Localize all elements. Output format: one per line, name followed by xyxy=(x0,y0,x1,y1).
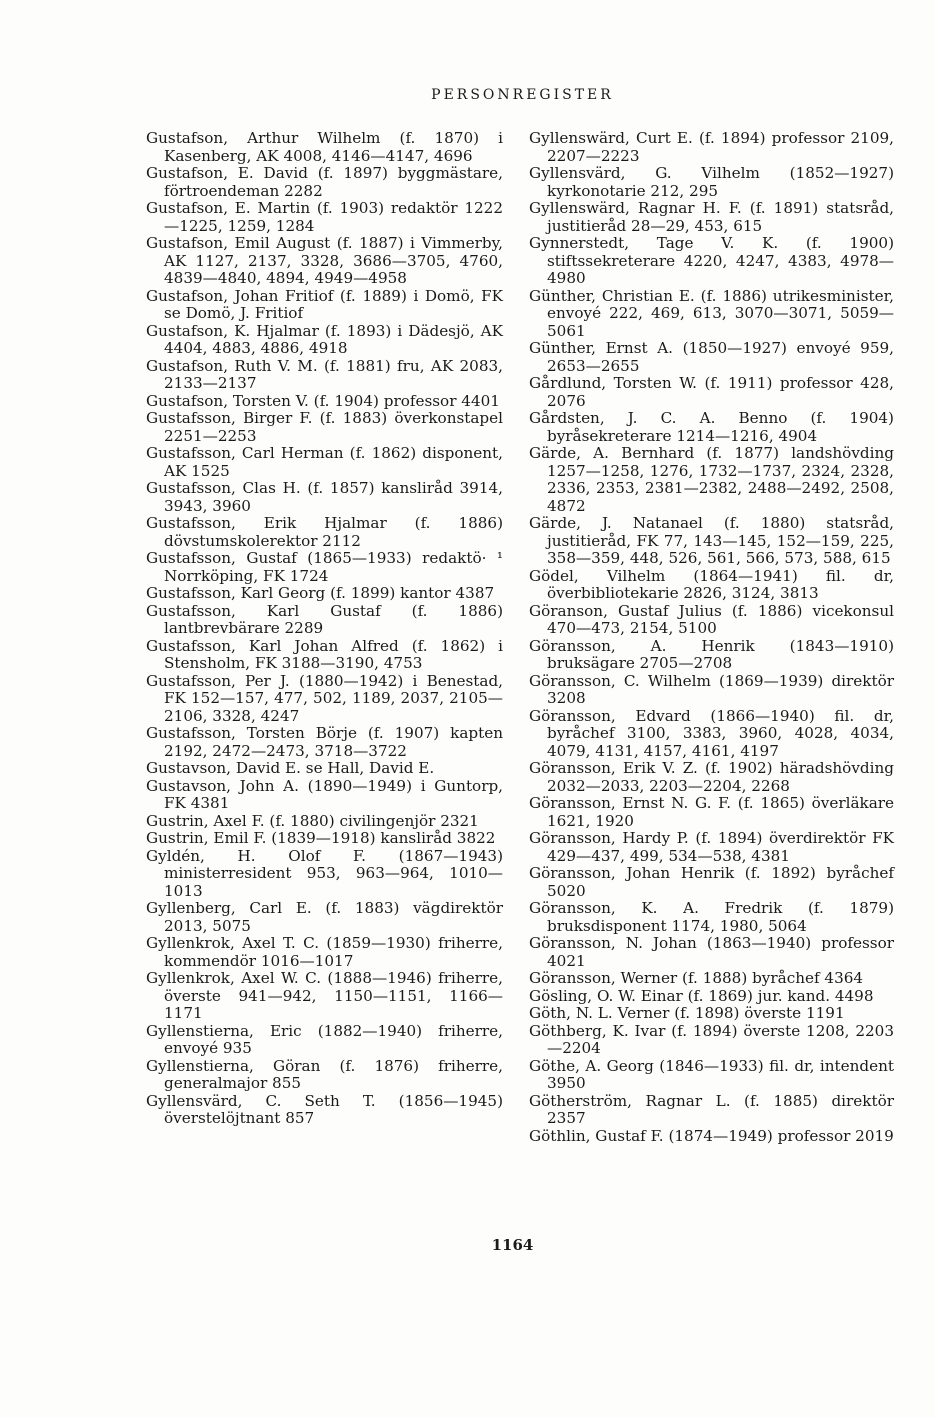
index-entry: Göransson, Johan Henrik (f. 1892) byråchef 5020 xyxy=(529,864,894,900)
index-entry: Gustafsson, Torsten Börje (f. 1907) kapten 2192, 2472—2473, 3718—3722 xyxy=(146,724,503,760)
index-entry: Göransson, Erik V. Z. (f. 1902) häradshövding 2032—2033, 2203—2204, 2268 xyxy=(529,759,894,795)
index-entry: Gyllenswärd, Ragnar H. F. (f. 1891) statsråd, justitieråd 28—29, 453, 615 xyxy=(529,199,894,235)
index-entry: Gustrin, Axel F. (f. 1880) civilingenjör 2321 xyxy=(146,811,479,830)
index-entry: Gustafsson, Per J. (1880—1942) i Benestad, FK 152—157, 477, 502, 1189, 2037, 2105—2106, 3328, 4247 xyxy=(146,671,503,725)
index-entry: Gyllenkrok, Axel W. C. (1888—1946) friherre, överste 941—942, 1150—1151, 1166—1171 xyxy=(146,969,503,1022)
index-entry: Gärde, A. Bernhard (f. 1877) landshövding 1257—1258, 1276, 1732—1737, 2324, 2328, 2336, 2353, 2381—2382, 2488—2492, 2508, 4872 xyxy=(529,444,894,515)
index-entry: Göransson, Werner (f. 1888) byråchef 4364 xyxy=(529,969,864,987)
index-entry: Gustafsson, Clas H. (f. 1857) kansliråd 3914, 3943, 3960 xyxy=(146,479,503,515)
index-entry: Gustavson, David E. se Hall, David E. xyxy=(146,759,435,777)
right-column xyxy=(529,130,894,1145)
index-entry: Göransson, K. A. Fredrik (f. 1879) bruksdisponent 1174, 1980, 5064 xyxy=(529,899,894,935)
index-entry: Göthe, A. Georg (1846—1933) fil. dr, intendent 3950 xyxy=(529,1056,894,1092)
index-entry: Günther, Ernst A. (1850—1927) envoyé 959, 2653—2655 xyxy=(529,339,894,375)
index-entry: Göranson, Gustaf Julius (f. 1886) vicekonsul 470—473, 2154, 5100 xyxy=(529,601,894,637)
index-entry: Gustafson, Arthur Wilhelm (f. 1870) i Kasenberg, AK 4008, 4146—4147, 4696 xyxy=(146,129,503,165)
index-entry: Gustafson, Ruth V. M. (f. 1881) fru, AK 2083, 2133—2137 xyxy=(146,356,503,392)
index-entry: Gustafson, Johan Fritiof (f. 1889) i Domö, FK se Domö, J. Fritiof xyxy=(146,286,503,322)
index-entry: Gödel, Vilhelm (1864—1941) fil. dr, överbibliotekarie 2826, 3124, 3813 xyxy=(529,566,894,602)
index-entry: Gustrin, Emil F. (1839—1918) kansliråd 3822 xyxy=(146,829,496,847)
index-entry: Gynnerstedt, Tage V. K. (f. 1900) stiftssekreterare 4220, 4247, 4383, 4978—4980 xyxy=(529,234,894,287)
index-entry: Göransson, Hardy P. (f. 1894) överdirektör FK 429—437, 499, 534—538, 4381 xyxy=(529,829,894,865)
index-entry: Gustavson, John A. (1890—1949) i Guntorp, FK 4381 xyxy=(146,776,503,812)
index-entry: Gårdsten, J. C. A. Benno (f. 1904) byråsekreterare 1214—1216, 4904 xyxy=(529,409,894,445)
index-entry: Gustafson, Emil August (f. 1887) i Vimmerby, AK 1127, 2137, 3328, 3686—3705, 4760, 4839—4840, 4894, 4949—4958 xyxy=(146,234,503,287)
index-entry: Gyldén, H. Olof F. (1867—1943) ministerresident 953, 963—964, 1010—1013 xyxy=(146,846,503,900)
page-number: 1164 xyxy=(491,1236,534,1254)
index-entry: Göransson, A. Henrik (1843—1910) bruksägare 2705—2708 xyxy=(529,636,894,672)
index-entry: Göth, N. L. Verner (f. 1898) överste 1191 xyxy=(529,1004,845,1022)
index-entry: Gärde, J. Natanael (f. 1880) statsråd, justitieråd, FK 77, 143—145, 152—159, 225, 358—359, 448, 526, 561, 566, 573, 588, 615 xyxy=(529,514,894,567)
index-entry: Gustafsson, Birger F. (f. 1883) överkonstapel 2251—2253 xyxy=(146,409,503,445)
running-header xyxy=(0,87,935,103)
index-entry: Göthlin, Gustaf F. (1874—1949) professor 2019 xyxy=(529,1126,894,1145)
index-entry: Göransson, Edvard (1866—1940) fil. dr, byråchef 3100, 3383, 3960, 4028, 4034, 4079, 4131, 4157, 4161, 4197 xyxy=(529,706,894,760)
index-entry: Gustafsson, Carl Herman (f. 1862) disponent, AK 1525 xyxy=(146,444,503,480)
index-entry: Gustafson, Torsten V. (f. 1904) professor 4401 xyxy=(146,391,500,410)
index-entry: Gösling, O. W. Einar (f. 1869) jur. kand. 4498 xyxy=(529,986,874,1005)
index-entry: Günther, Christian E. (f. 1886) utrikesminister, envoyé 222, 469, 613, 3070—3071, 5059—5061 xyxy=(529,286,894,340)
index-entry: Gustafson, E. David (f. 1897) byggmästare, förtroendeman 2282 xyxy=(146,164,503,200)
index-entry: Gustafson, K. Hjalmar (f. 1893) i Dädesjö, AK 4404, 4883, 4886, 4918 xyxy=(146,321,503,357)
index-entry: Gyllensvärd, C. Seth T. (1856—1945) överstelöjtnant 857 xyxy=(146,1091,503,1127)
index-entry: Gustafson, E. Martin (f. 1903) redaktör 1222—1225, 1259, 1284 xyxy=(146,199,503,235)
index-entry: Gustafsson, Karl Georg (f. 1899) kantor 4387 xyxy=(146,584,495,602)
left-column xyxy=(146,130,503,1128)
index-entry: Gårdlund, Torsten W. (f. 1911) professor 428, 2076 xyxy=(529,374,894,410)
index-entry: Gyllenkrok, Axel T. C. (1859—1930) friherre, kommendör 1016—1017 xyxy=(146,934,503,970)
index-entry: Gyllensvärd, G. Vilhelm (1852—1927) kyrkonotarie 212, 295 xyxy=(529,164,894,200)
index-entry: Göthberg, K. Ivar (f. 1894) överste 1208, 2203—2204 xyxy=(529,1021,894,1057)
index-entry: Gyllenstierna, Göran (f. 1876) friherre, generalmajor 855 xyxy=(146,1056,503,1092)
index-entry: Götherström, Ragnar L. (f. 1885) direktör 2357 xyxy=(529,1091,894,1127)
index-entry: Göransson, N. Johan (1863—1940) professor 4021 xyxy=(529,934,894,970)
index-entry: Gustafsson, Gustaf (1865—1933) redaktö· ¹ Norrköping, FK 1724 xyxy=(146,549,503,585)
index-entry: Göransson, C. Wilhelm (1869—1939) direktör 3208 xyxy=(529,671,894,707)
index-entry: Gustafsson, Erik Hjalmar (f. 1886) dövstumskolerektor 2112 xyxy=(146,514,503,550)
index-entry: Gyllenswärd, Curt E. (f. 1894) professor 2109, 2207—2223 xyxy=(529,129,894,165)
index-entry: Gustafsson, Karl Gustaf (f. 1886) lantbrevbärare 2289 xyxy=(146,601,503,637)
index-entry: Gustafsson, Karl Johan Alfred (f. 1862) i Stensholm, FK 3188—3190, 4753 xyxy=(146,636,503,672)
index-entry: Gyllenstierna, Eric (1882—1940) friherre, envoyé 935 xyxy=(146,1021,503,1057)
page-title: PERSONREGISTER xyxy=(431,87,614,103)
index-entry: Gyllenberg, Carl E. (f. 1883) vägdirektör 2013, 5075 xyxy=(146,899,503,935)
index-entry: Göransson, Ernst N. G. F. (f. 1865) överläkare 1621, 1920 xyxy=(529,794,894,830)
